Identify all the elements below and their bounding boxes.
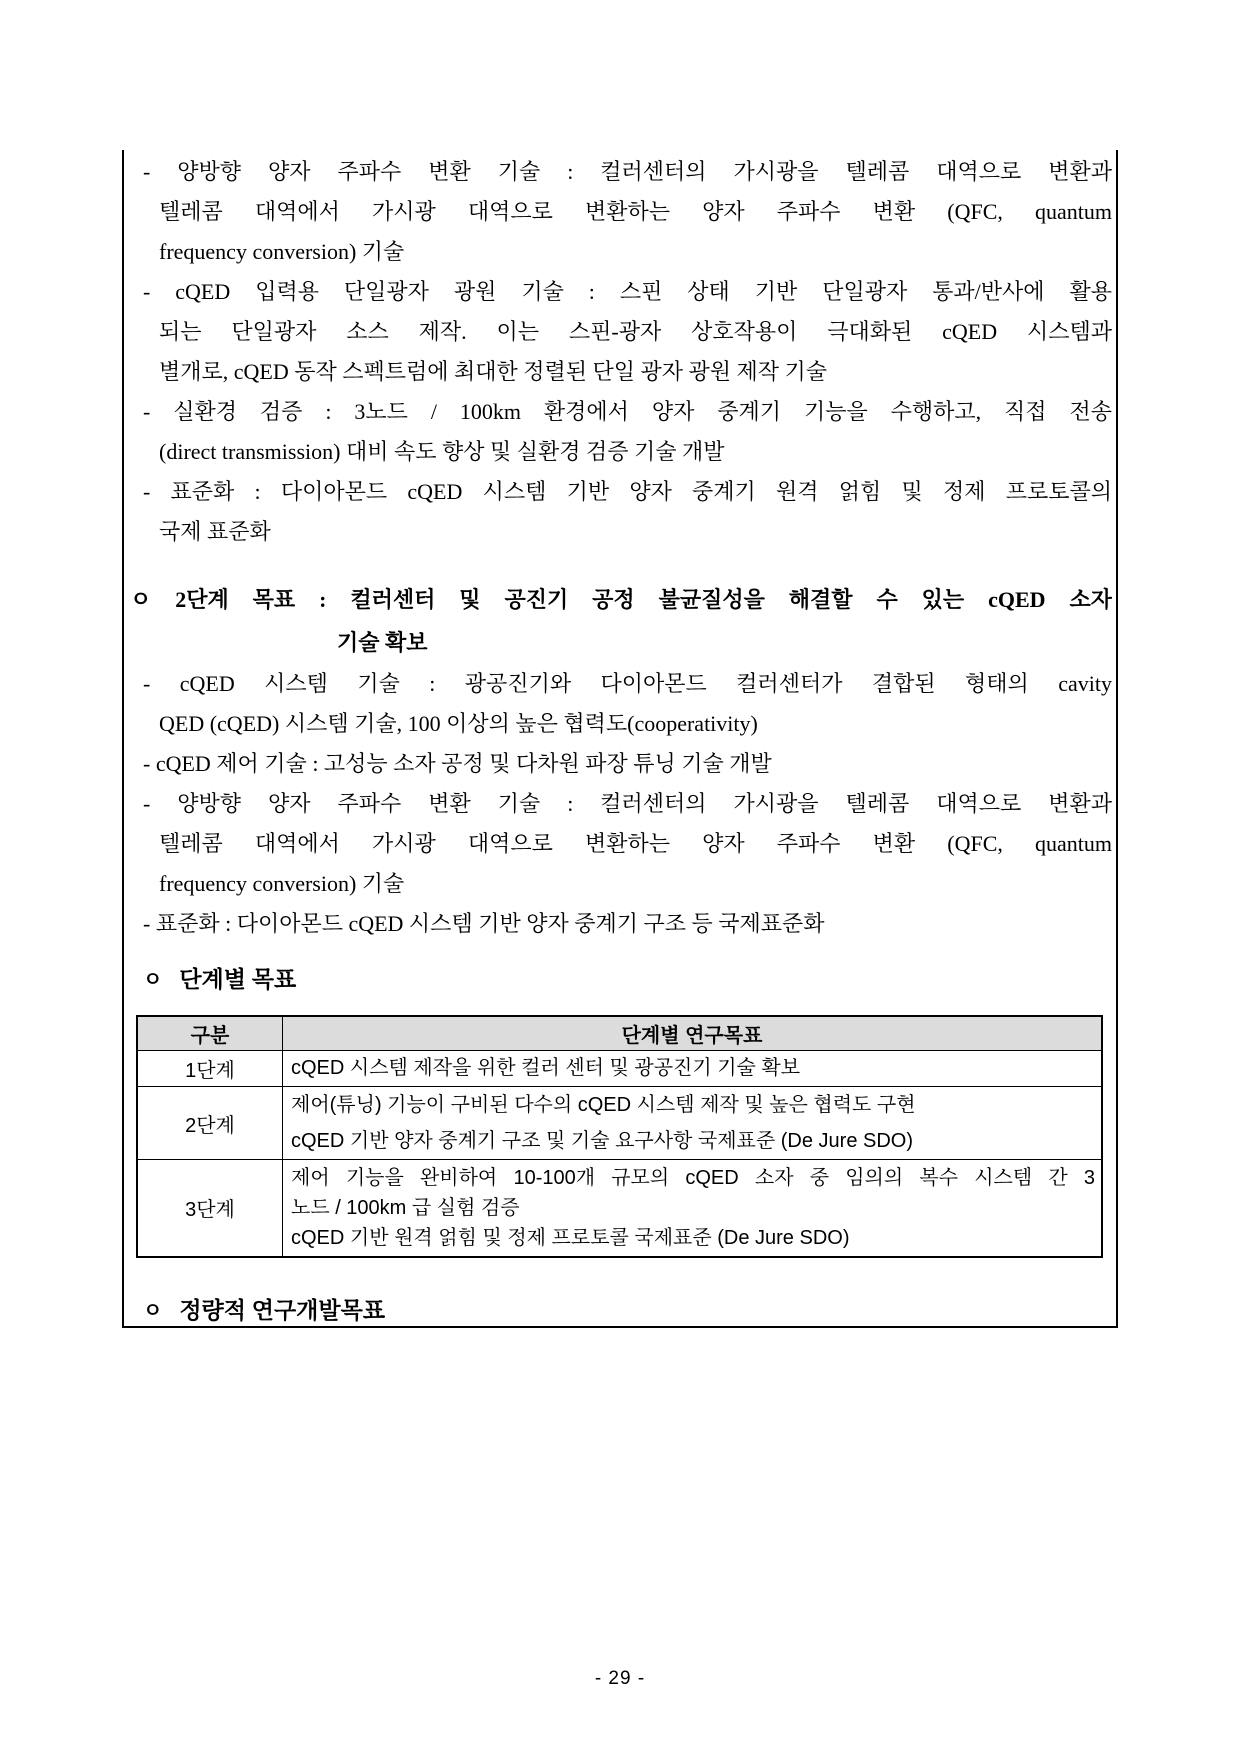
table-row [137,1087,1102,1160]
block-oheading [124,965,1116,995]
text-line: 되는 단일광자 소스 제작. 이는 스핀-광자 상호작용이 극대화된 cQED 시스템과 [159,319,1112,344]
block-dash [124,664,1116,744]
text-line: 텔레콤 대역에서 가시광 대역으로 변환하는 양자 주파수 변환 (QFC, quantum [159,199,1112,224]
text-line: - 표준화 : 다이아몬드 cQED 시스템 기반 양자 중계기 원격 얽힘 및 정제 프로토콜의 [143,479,1112,504]
header-cell-category: 구분 [137,1016,283,1051]
text-line: - 양방향 양자 주파수 변환 기술 : 컬러센터의 가시광을 텔레콤 대역으로 변환과 [143,791,1112,816]
section-heading-label: 정량적 연구개발목표 [179,1298,386,1323]
text-line: - cQED 제어 기술 : 고성능 소자 공정 및 다차원 파장 튜닝 기술 개발 [143,751,772,776]
section-heading-label: 단계별 목표 [179,967,297,992]
goal-text-line: cQED 시스템 제작을 위한 컬러 센터 및 광공진기 기술 확보 [291,1057,801,1079]
text-line: - cQED 시스템 기술 : 광공진기와 다이아몬드 컬러센터가 결합된 형태의 cavity [143,671,1112,696]
block-dash [124,472,1116,552]
block-oheading [124,1296,1116,1326]
block-dash [124,784,1116,904]
block-dash [124,272,1116,392]
block-dash [124,152,1116,272]
block-table [124,1015,1116,1258]
goal-text-line: cQED 기반 원격 얽힘 및 정제 프로토콜 국제표준 (De Jure SDO) [291,1226,850,1249]
block-dash [124,904,1116,944]
text-line: frequency conversion) 기술 [159,871,405,896]
page-number: - 29 - [594,1668,646,1689]
goal-cell [283,1051,1103,1087]
stage-cell: 1단계 [137,1051,283,1087]
table-header-row [137,1016,1102,1051]
text-line: QED (cQED) 시스템 기술, 100 이상의 높은 협력도(cooperativity) [159,711,758,736]
stage-cell: 2단계 [137,1087,283,1160]
goal-cell [283,1160,1103,1257]
stage-goals-table [136,1015,1103,1258]
goal-text-line: 노드 / 100km 급 실험 검증 [291,1196,520,1219]
table-row [137,1051,1102,1087]
text-line: - 실환경 검증 : 3노드 / 100km 환경에서 양자 중계기 기능을 수행하고, 직접 전송 [143,399,1112,424]
goal-text-line: 제어(튜닝) 기능이 구비된 다수의 cQED 시스템 제작 및 높은 협력도 구현 [291,1094,916,1116]
o-bullet-marker: ㅇ [143,969,163,991]
stage2-goal-heading-line2: 기술 확보 [337,630,428,655]
stage2-goal-heading-line1: ㅇ 2단계 목표 : 컬러센터 및 공진기 공정 불균질성을 해결할 수 있는 cQED 소자 [130,587,1112,612]
o-bullet-marker: ㅇ [143,1300,163,1322]
content-border-box [122,150,1118,1328]
text-line: - cQED 입력용 단일광자 광원 기술 : 스핀 상태 기반 단일광자 통과/반사에 활용 [143,279,1112,304]
text-line: 국제 표준화 [159,519,271,544]
stage-cell: 3단계 [137,1160,283,1257]
table-row [137,1160,1102,1257]
text-line: (direct transmission) 대비 속도 향상 및 실환경 검증 기술 개발 [159,439,725,464]
text-line: - 표준화 : 다이아몬드 cQED 시스템 기반 양자 중계기 구조 등 국제표준화 [143,911,825,936]
goal-cell [283,1087,1103,1160]
block-dash [124,392,1116,472]
goal-text-line: cQED 기반 양자 중계기 구조 및 기술 요구사항 국제표준 (De Jure SDO) [291,1130,913,1152]
text-line: frequency conversion) 기술 [159,239,405,264]
section-heading [143,965,1116,995]
header-cell-goal: 단계별 연구목표 [283,1016,1103,1051]
block-heading2 [124,578,1116,664]
section-heading [143,1296,1116,1326]
block-dash [124,744,1116,784]
goal-text-line: 제어 기능을 완비하여 10-100개 규모의 cQED 소자 중 임의의 복수 시스템 간 3 [291,1166,1095,1189]
text-line: 별개로, cQED 동작 스펙트럼에 최대한 정렬된 단일 광자 광원 제작 기술 [159,359,828,384]
text-line: - 양방향 양자 주파수 변환 기술 : 컬러센터의 가시광을 텔레콤 대역으로 변환과 [143,159,1112,184]
text-line: 텔레콤 대역에서 가시광 대역으로 변환하는 양자 주파수 변환 (QFC, quantum [159,831,1112,856]
